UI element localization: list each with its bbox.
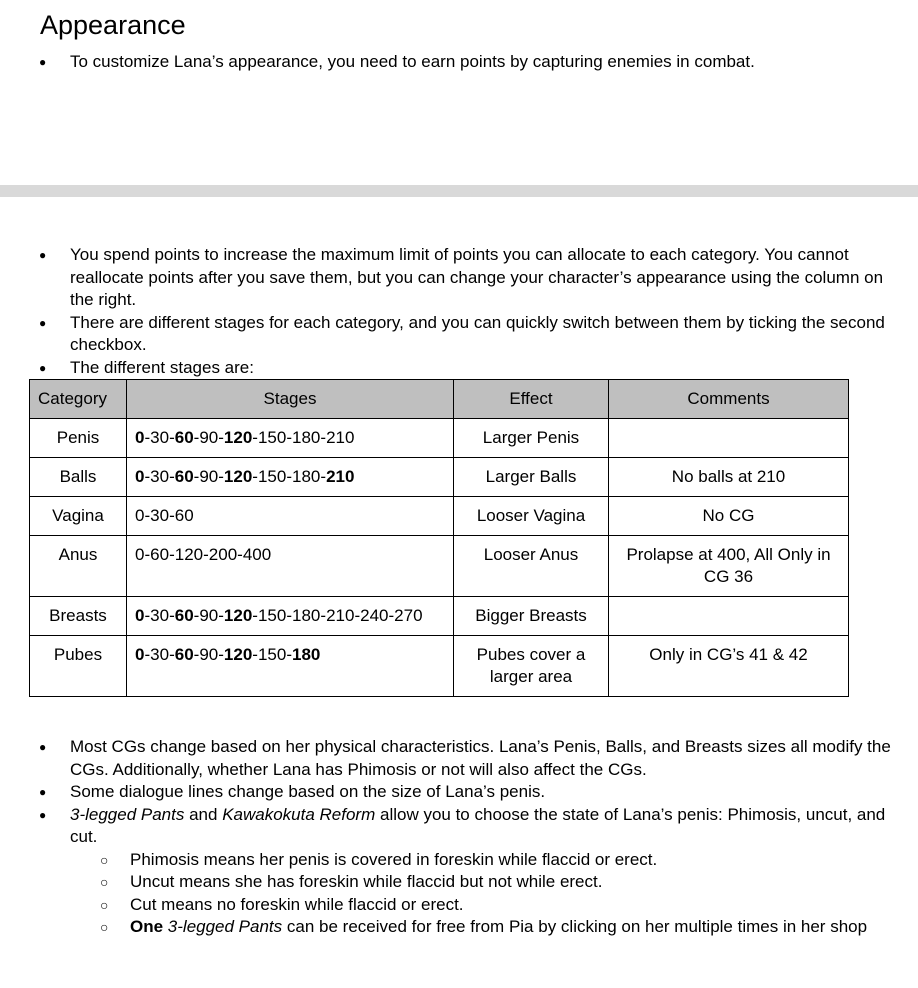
stage-value: 180 — [292, 645, 321, 664]
details-list — [0, 736, 900, 939]
list-item: ● You spend points to increase the maximum limit of points you can allocate to each category. You cannot reallocate points after you save them, but you can change your character’s appearance using the column on the right. — [0, 244, 900, 312]
sub-list-item: ○ Uncut means she has foreskin while flaccid but not while erect. — [70, 871, 900, 894]
table-row — [30, 419, 849, 458]
stage-value: 210 — [326, 467, 355, 486]
cell-comment — [609, 597, 849, 636]
item-name: Kawakokuta Reform — [222, 804, 376, 824]
sub-list-item — [70, 916, 900, 939]
sub-list-item-text: can be received for free from Pia by clicking on her multiple times in her shop — [282, 917, 868, 936]
table-body — [30, 419, 849, 697]
cell-stages: 0-30-60-90-120-150-180-210 — [127, 419, 454, 458]
cell-category: Balls — [30, 458, 127, 497]
item-name: 3-legged Pants — [167, 917, 283, 936]
list-item: ● Most CGs change based on her physical characteristics. Lana’s Penis, Balls, and Breasts sizes all modify the CGs. Additionally, whether Lana has Phimosis or not will also affect the CGs. — [0, 736, 900, 781]
cell-effect: Larger Balls — [454, 458, 609, 497]
intro-list — [0, 51, 900, 74]
list-item — [0, 804, 900, 939]
stage-value: 120 — [223, 645, 253, 664]
cell-stages: 0-30-60 — [127, 497, 454, 536]
page-title: Appearance — [40, 10, 186, 40]
section-divider — [0, 185, 918, 197]
sub-list — [70, 849, 900, 939]
cell-category: Breasts — [30, 597, 127, 636]
stage-value: 120 — [223, 467, 253, 486]
list-item: ● To customize Lana’s appearance, you need to earn points by capturing enemies in combat. — [0, 51, 900, 74]
cell-category: Pubes — [30, 636, 127, 697]
list-item: ● There are different stages for each category, and you can quickly switch between them by ticking the second checkbox. — [0, 312, 900, 357]
cell-category: Anus — [30, 536, 127, 597]
stage-value: 60 — [174, 467, 194, 486]
list-item: ● The different stages are: — [0, 357, 900, 380]
cell-effect: Looser Vagina — [454, 497, 609, 536]
cell-stages: 0-30-60-90-120-150-180-210 — [127, 458, 454, 497]
stage-value: 0 — [135, 428, 145, 447]
header-comments: Comments — [609, 380, 849, 419]
table-row — [30, 458, 849, 497]
stage-value: 0 — [135, 645, 145, 664]
cell-effect: Looser Anus — [454, 536, 609, 597]
list-item-text: allow you to choose the state of Lana’s penis: Phimosis, uncut, and cut. — [70, 804, 886, 846]
stage-value: 0 — [135, 606, 145, 625]
table-row — [30, 597, 849, 636]
sub-list-item: ○ Cut means no foreskin while flaccid or erect. — [70, 894, 900, 917]
info-list — [0, 244, 900, 379]
cell-effect: Larger Penis — [454, 419, 609, 458]
emphasis-text: One — [130, 917, 164, 936]
cell-comment: Only in CG’s 41 & 42 — [609, 636, 849, 697]
header-stages: Stages — [127, 380, 454, 419]
stage-value: 120 — [223, 428, 253, 447]
connector-text: and — [184, 804, 223, 824]
stage-value: 60 — [174, 428, 194, 447]
cell-category: Penis — [30, 419, 127, 458]
header-effect: Effect — [454, 380, 609, 419]
cell-category: Vagina — [30, 497, 127, 536]
stage-value: 0 — [135, 467, 145, 486]
table-row — [30, 536, 849, 597]
table-row — [30, 636, 849, 697]
cell-stages: 0-30-60-90-120-150-180-210-240-270 — [127, 597, 454, 636]
item-name: 3-legged Pants — [70, 804, 185, 824]
stage-value: 120 — [223, 606, 253, 625]
cell-stages: 0-30-60-90-120-150-180 — [127, 636, 454, 697]
header-category: Category — [30, 380, 127, 419]
sub-list-item: ○ Phimosis means her penis is covered in foreskin while flaccid or erect. — [70, 849, 900, 872]
stage-value: 60 — [174, 606, 194, 625]
cell-comment: No CG — [609, 497, 849, 536]
cell-effect: Pubes cover a larger area — [454, 636, 609, 697]
stages-table — [29, 379, 849, 697]
cell-comment — [609, 419, 849, 458]
cell-comment: Prolapse at 400, All Only in CG 36 — [609, 536, 849, 597]
stage-value: 60 — [174, 645, 194, 664]
table-header-row — [30, 380, 849, 419]
cell-stages: 0-60-120-200-400 — [127, 536, 454, 597]
list-item: ● Some dialogue lines change based on the size of Lana’s penis. — [0, 781, 900, 804]
cell-effect: Bigger Breasts — [454, 597, 609, 636]
cell-comment: No balls at 210 — [609, 458, 849, 497]
table-row — [30, 497, 849, 536]
